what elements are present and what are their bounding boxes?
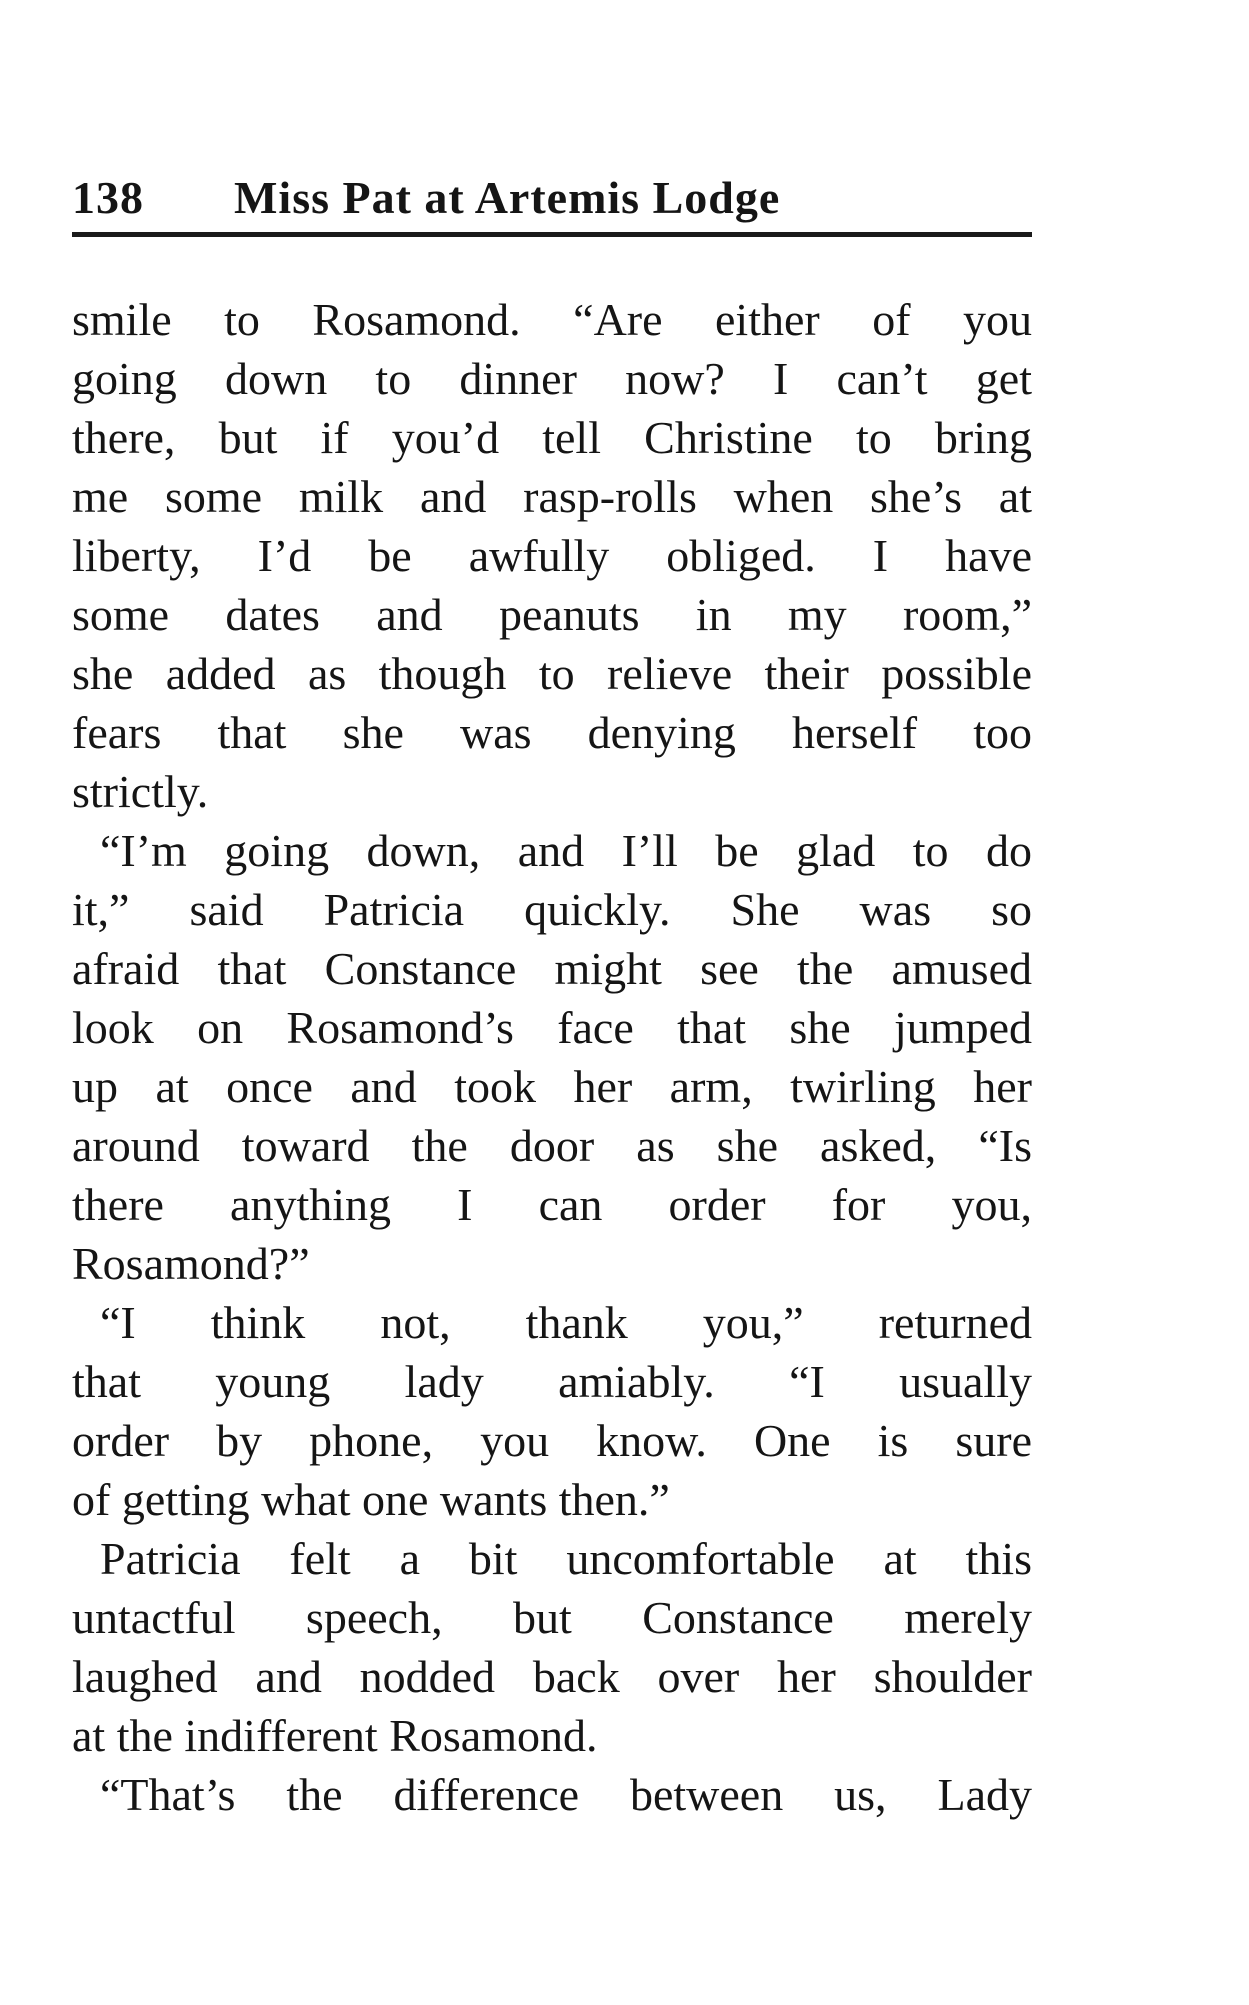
text-line: untactful speech, but Constance merely [72,1592,1032,1643]
text-line: liberty, I’d be awfully obliged. I have [72,530,1032,581]
text-line: me some milk and rasp-rolls when she’s at [72,471,1032,522]
page-number: 138 [72,172,144,223]
text-line: look on Rosamond’s face that she jumped [72,1002,1032,1053]
text-line: that young lady amiably. “I usually [72,1356,1032,1407]
text-line: Rosamond?” [72,1238,310,1289]
text-line: laughed and nodded back over her shoulder [72,1651,1032,1702]
text-line: there anything I can order for you, [72,1179,1032,1230]
text-line: “I think not, thank you,” returned [100,1297,1032,1348]
text-line: it,” said Patricia quickly. She was so [72,884,1032,935]
text-line: she added as though to relieve their possible [72,648,1032,699]
text-line: afraid that Constance might see the amused [72,943,1032,994]
body-text [72,290,1032,1824]
text-line: at the indifferent Rosamond. [72,1710,598,1761]
text-line: Patricia felt a bit uncomfortable at this [100,1533,1032,1584]
text-line: there, but if you’d tell Christine to bring [72,412,1032,463]
text-line: order by phone, you know. One is sure [72,1415,1032,1466]
text-line: up at once and took her arm, twirling her [72,1061,1032,1112]
text-line: of getting what one wants then.” [72,1474,670,1525]
text-line: “I’m going down, and I’ll be glad to do [100,825,1032,876]
text-line: going down to dinner now? I can’t get [72,353,1032,404]
text-line: fears that she was denying herself too [72,707,1032,758]
text-line: “That’s the difference between us, Lady [100,1769,1032,1820]
text-line: strictly. [72,766,209,817]
page-header [72,168,1032,228]
text-line: smile to Rosamond. “Are either of you [72,294,1032,345]
text-line: around toward the door as she asked, “Is [72,1120,1032,1171]
header-rule [72,232,1032,237]
text-line: some dates and peanuts in my room,” [72,589,1032,640]
running-title: Miss Pat at Artemis Lodge [234,172,781,223]
